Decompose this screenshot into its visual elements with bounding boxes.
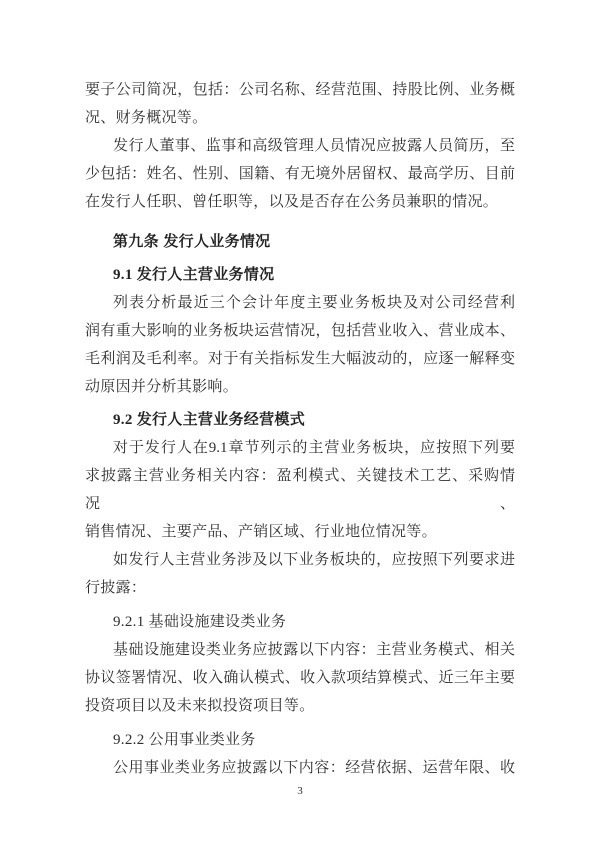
subsection-heading: 9.2.1 基础设施建设类业务: [113, 614, 287, 630]
article-heading: 第九条 发行人业务情况: [113, 233, 271, 250]
text-line: 公用事业类业务应披露以下内容：经营依据、运营年限、收: [113, 760, 515, 776]
section-heading: 9.2 发行人主营业务经营模式: [113, 412, 306, 428]
text-line: 况、财务概况等。: [85, 110, 208, 126]
text-line: 协议签署情况、收入确认模式、收入款项结算模式、近三年主要: [85, 670, 515, 686]
text-line: 行披露：: [85, 580, 147, 596]
text-line: 对于发行人在9.1章节列示的主营业务板块，应按照下列要: [113, 440, 515, 456]
text-line: 动原因并分析其影响。: [85, 379, 239, 395]
text-line: 销售情况、主要产品、产销区域、行业地位情况等。: [85, 524, 437, 540]
text-line: 如发行人主营业务涉及以下业务板块的，应按照下列要求进: [113, 552, 515, 568]
page-number: 3: [297, 785, 303, 797]
text-line: 列表分析最近三个会计年度主要业务板块及对公司经营利: [113, 295, 515, 311]
subsection-heading: 9.2.2 公用事业类业务: [113, 732, 256, 748]
text-line: 发行人董事、监事和高级管理人员情况应披露人员简历，至: [113, 138, 515, 154]
section-heading: 9.1 发行人主营业务情况: [113, 267, 275, 283]
text-line: 投资项目以及未来拟投资项目等。: [85, 698, 315, 714]
text-line: 少包括：姓名、性别、国籍、有无境外居留权、最高学历、目前: [85, 166, 515, 182]
text-line: 求披露主营业务相关内容：盈利模式、关键技术工艺、采购情况、: [85, 468, 515, 512]
text-line: 毛利润及毛利率。对于有关指标发生大幅波动的，应逐一解释变: [85, 351, 515, 367]
text-line: 润有重大影响的业务板块运营情况，包括营业收入、营业成本、: [85, 323, 515, 339]
text-line: 基础设施建设类业务应披露以下内容：主营业务模式、相关: [113, 642, 515, 658]
text-block: [85, 76, 515, 782]
text-line: 要子公司简况，包括：公司名称、经营范围、持股比例、业务概: [85, 82, 515, 98]
text-line: 在发行人任职、曾任职等，以及是否存在公务员兼职的情况。: [85, 194, 499, 210]
